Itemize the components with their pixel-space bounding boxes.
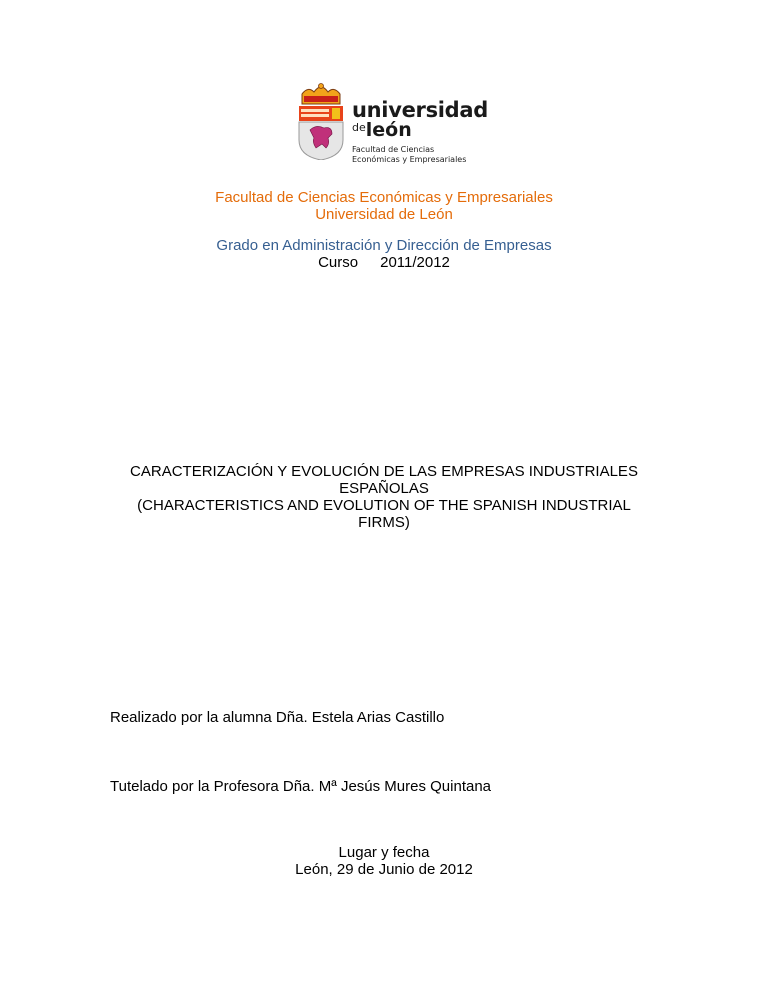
degree-name: Grado en Administración y Dirección de Empresas [216, 237, 552, 254]
logo-faculty-line2: Económicas y Empresariales [352, 155, 467, 164]
title-line-1: CARACTERIZACIÓN Y EVOLUCIÓN DE LAS EMPRESAS INDUSTRIALES [130, 463, 638, 480]
faculty-name: Facultad de Ciencias Económicas y Empresariales [215, 189, 553, 206]
university-name: universidad [352, 98, 489, 122]
logo-faculty-line1: Facultad de Ciencias [352, 145, 435, 154]
course: Curso 2011/2012 [318, 254, 450, 271]
author-line: Realizado por la alumna Dña. Estela Arias Castillo [110, 709, 445, 726]
tutor-line: Tutelado por la Profesora Dña. Mª Jesús Mures Quintana [110, 778, 492, 795]
title-line-2: ESPAÑOLAS [339, 480, 429, 497]
title-line-4: FIRMS) [358, 514, 410, 531]
place-date: León, 29 de Junio de 2012 [295, 861, 473, 878]
university-title: Universidad de León [315, 206, 453, 223]
coat-of-arms-icon [296, 82, 346, 160]
title-line-3: (CHARACTERISTICS AND EVOLUTION OF THE SPANISH INDUSTRIAL [137, 497, 631, 514]
place-label: Lugar y fecha [338, 844, 430, 861]
university-logo [296, 82, 489, 164]
university-city: $^{de}$león [352, 119, 412, 141]
